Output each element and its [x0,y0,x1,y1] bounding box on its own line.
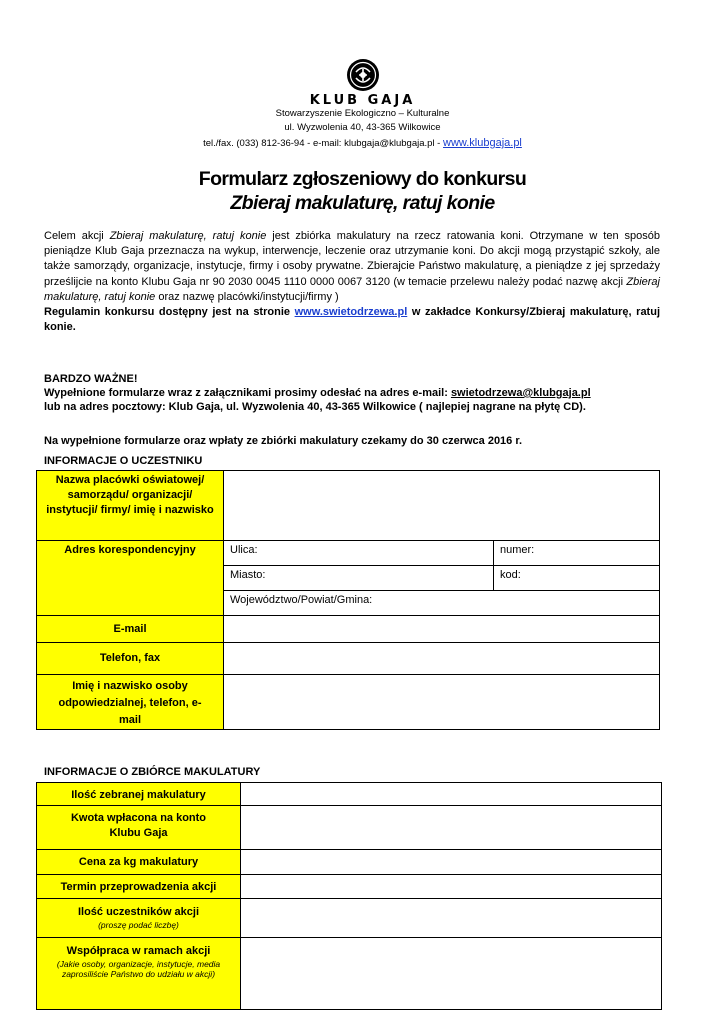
table-row [37,938,662,1010]
action-name: Zbieraj makulaturę, ratuj konie [109,230,267,242]
rules-info: Regulamin konkursu dostępny jest na stronie www.swietodrzewa.pl w zakładce Konkursy/Zbieraj makulaturę, ratuj konie. [44,306,660,334]
street-label: Ulica: [230,544,258,556]
payment-label: Kwota wpłacona na konto Klubu Gaja [37,806,241,850]
email-field[interactable] [224,616,660,643]
participants-count-cell [37,899,241,938]
contact-person-field[interactable] [224,675,660,730]
date-field[interactable] [241,875,662,899]
amount-label: Ilość zebranej makulatury [37,783,241,806]
table-row [37,675,660,730]
address-label: Adres korespondencyjny [37,541,224,616]
table-row [37,616,660,643]
contact-person-label: Imię i nazwisko osoby odpowiedzialnej, telefon, e-mail [37,675,224,730]
payment-field[interactable] [241,806,662,850]
website-link[interactable]: www.klubgaja.pl [443,137,522,149]
date-label: Termin przeprowadzenia akcji [37,875,241,899]
price-label: Cena za kg makulatury [37,850,241,875]
city-label: Miasto: [230,569,266,581]
cooperation-hint: (Jakie osoby, organizacje, instytucje, media zaprosiliście Państwo do udziału w akcji) [56,959,221,979]
notice-heading: BARDZO WAŻNE! [44,373,138,385]
phone-field[interactable] [224,643,660,675]
table-row [37,806,662,850]
amount-field[interactable] [241,783,662,806]
org-name: Stowarzyszenie Ekologiczno – Kulturalne [275,108,450,119]
institution-name-label: Nazwa placówki oświatowej/ samorządu/ organizacji/ instytucji/ firmy/ imię i nazwisko [37,471,224,541]
institution-name-field[interactable] [224,471,660,541]
deadline-text: Na wypełnione formularze oraz wpłaty ze zbiórki makulatury czekamy do 30 czerwca 2016 r. [44,435,523,447]
city-field[interactable] [224,566,494,591]
phone-label: Telefon, fax [37,643,224,675]
table-row [37,899,662,938]
table-row [37,783,662,806]
action-name: Zbieraj makulaturę, ratuj konie [44,275,660,303]
form-subtitle: Zbieraj makulaturę, ratuj konie [230,192,495,214]
price-field[interactable] [241,850,662,875]
org-address: ul. Wyzwolenia 40, 43-365 Wilkowice [284,122,441,133]
contact-email[interactable]: swietodrzewa@klubgaja.pl [450,387,591,399]
cooperation-field[interactable] [241,938,662,1010]
table-row [37,850,662,875]
participants-count-field[interactable] [241,899,662,938]
participants-count-label: Ilość uczestników akcji [77,906,200,918]
cooperation-cell [37,938,241,1010]
rules-link[interactable]: www.swietodrzewa.pl [294,306,408,319]
club-logo-text: KLUB GAJA [309,93,416,108]
street-field[interactable] [224,541,494,566]
participant-section-title: INFORMACJE O UCZESTNIKU [44,455,203,467]
number-field[interactable] [494,541,660,566]
participant-table [36,470,660,730]
collection-section-title: INFORMACJE O ZBIÓRCE MAKULATURY [44,766,261,778]
region-field[interactable] [224,591,660,616]
table-row [37,471,660,541]
form-title: Formularz zgłoszeniowy do konkursu [198,168,527,190]
postal-code-field[interactable] [494,566,660,591]
number-label: numer: [500,544,535,556]
org-contact-text: tel./fax. (033) 812-36-94 - e-mail: klubgaja@klubgaja.pl - [203,138,441,149]
intro-paragraph: Celem akcji Zbieraj makulaturę, ratuj konie jest zbiórka makulatury na rzecz ratowania koni. Otrzymane w ten sposób pieniądze Klub Gaja przeznacza na wykup, interwencje, leczenie oraz utrzymanie koni. Do akcji mogą przystąpić szkoły, ale także samorządy, organizacje, instytucje, firmy i osoby prywatne. Zbierajcie Państwo makulaturę, a pieniądze z jej sprzedaży prześlijcie na konto Klubu Gaja nr 90 2030 0045 1110 0000 0067 3120 (w temacie przelewu należy podać nazwę akcji Zbieraj makulaturę, ratuj konie oraz nazwę placówki/instytucji/firmy ) Regulamin konkursu dostępny jest na stronie www.swietodrzewa.pl w zakładce Konkursy/Zbieraj makulaturę, ratuj konie. [44,230,661,334]
club-logo-icon [346,58,380,92]
club-logo [0,58,725,108]
cooperation-label: Współpraca w ramach akcji [66,945,211,957]
table-row [37,643,660,675]
participants-count-hint: (proszę podać liczbę) [98,920,179,930]
notice-line-1: Wypełnione formularze wraz z załącznikami prosimy odesłać na adres e-mail: swietodrzewa@klubgaja.pl [44,387,591,399]
region-label: Województwo/Powiat/Gmina: [230,594,373,606]
table-row [37,541,660,566]
postal-code-label: kod: [500,569,521,581]
collection-table [36,782,662,1010]
table-row [37,875,662,899]
notice-line-2: lub na adres pocztowy: Klub Gaja, ul. Wyzwolenia 40, 43-365 Wilkowice ( najlepiej nagrane na płytę CD). [44,401,586,413]
email-label: E-mail [37,616,224,643]
org-contact [0,137,725,150]
